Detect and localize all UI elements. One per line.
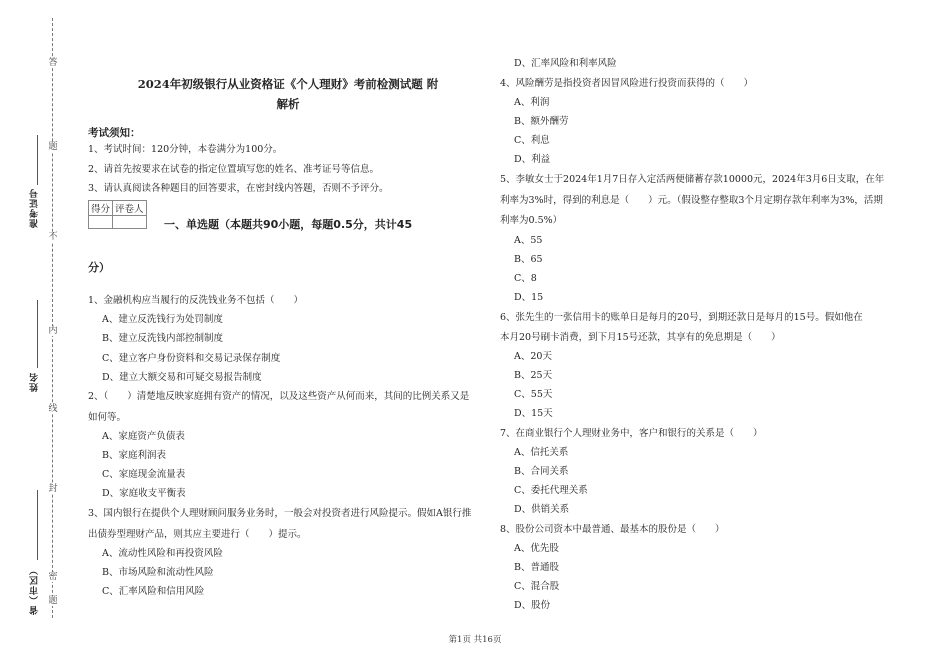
question-option: B、建立反洗钱内部控制制度 bbox=[102, 333, 223, 344]
question-option: C、委托代理关系 bbox=[514, 485, 588, 496]
question-option: B、家庭利润表 bbox=[102, 450, 166, 461]
seal-char: 线 bbox=[48, 404, 58, 414]
notice-heading: 考试须知： bbox=[88, 127, 141, 139]
question-option: A、20天 bbox=[514, 351, 552, 362]
notice-item: 3、请认真阅读各种题目的回答要求，在密封线内答题，否则不予评分。 bbox=[88, 183, 389, 194]
ticket-blank-line bbox=[37, 135, 38, 185]
question-text: 利率为0.5%） bbox=[500, 215, 563, 226]
notice-item: 2、请首先按要求在试卷的指定位置填写您的姓名、准考证号等信息。 bbox=[88, 164, 380, 175]
question-option: C、8 bbox=[514, 273, 537, 284]
question-text: 8、股份公司资本中最普通、最基本的股份是（ ） bbox=[500, 524, 725, 535]
question-option: D、15天 bbox=[514, 408, 553, 419]
binding-margin bbox=[0, 0, 70, 671]
region-blank-line bbox=[37, 490, 38, 560]
score-table bbox=[88, 200, 147, 229]
question-option: B、市场风险和流动性风险 bbox=[102, 567, 214, 578]
question-option: C、建立客户身份资料和交易记录保存制度 bbox=[102, 353, 281, 364]
question-option: A、信托关系 bbox=[514, 447, 569, 458]
score-header: 得分 bbox=[89, 201, 113, 216]
question-text: 利率为3%时，得到的利息是（ ）元。（假设整存整取3个月定期存款年利率为3%，活期 bbox=[500, 195, 883, 206]
ticket-number-label: 准考证号 bbox=[30, 188, 40, 228]
question-option: B、25天 bbox=[514, 370, 553, 381]
name-label: 姓名 bbox=[30, 372, 40, 392]
region-label: 省（市区） bbox=[30, 565, 40, 615]
question-text: 如何等。 bbox=[88, 412, 127, 423]
question-option: C、混合股 bbox=[514, 581, 560, 592]
seal-line bbox=[52, 18, 53, 618]
question-option: B、额外酬劳 bbox=[514, 116, 569, 127]
question-text: 2、（ ）清楚地反映家庭拥有资产的情况，以及这些资产从何而来，其间的比例关系又是 bbox=[88, 391, 470, 402]
grader-header: 评卷人 bbox=[113, 201, 147, 216]
seal-char: 封 bbox=[48, 484, 58, 494]
question-option: D、建立大额交易和可疑交易报告制度 bbox=[102, 372, 262, 383]
question-option: A、流动性风险和再投资风险 bbox=[102, 548, 223, 559]
question-option: D、家庭收支平衡表 bbox=[102, 488, 186, 499]
question-option: D、汇率风险和利率风险 bbox=[514, 58, 617, 69]
question-option: A、利润 bbox=[514, 97, 550, 108]
question-text: 1、金融机构应当履行的反洗钱业务不包括（ ） bbox=[88, 295, 304, 306]
question-option: D、利益 bbox=[514, 154, 551, 165]
question-text: 7、在商业银行个人理财业务中，客户和银行的关系是（ ） bbox=[500, 428, 763, 439]
question-text: 5、李敏女士于2024年1月7日存入定活两便储蓄存款10000元，2024年3月6日支取，在年 bbox=[500, 174, 885, 185]
seal-char: 题 bbox=[48, 142, 58, 152]
score-cell bbox=[89, 216, 113, 229]
question-option: B、普通股 bbox=[514, 562, 559, 573]
question-text: 出债券型理财产品，则其应主要进行（ ）提示。 bbox=[88, 529, 307, 540]
question-option: D、15 bbox=[514, 292, 544, 303]
question-text: 本月20号刷卡消费，到下月15号还款，其享有的免息期是（ ） bbox=[500, 332, 781, 343]
question-option: D、供销关系 bbox=[514, 504, 570, 515]
seal-char: 答 bbox=[48, 58, 58, 68]
section-title-line2: 分） bbox=[88, 261, 110, 274]
exam-title-line2: 解析 bbox=[276, 97, 300, 111]
question-option: B、65 bbox=[514, 254, 543, 265]
question-text: 6、张先生的一张信用卡的账单日是每月的20号，到期还款日是每月的15号。假如他在 bbox=[500, 312, 863, 323]
question-text: 4、风险酬劳是指投资者因冒风险进行投资而获得的（ ） bbox=[500, 78, 754, 89]
grader-cell bbox=[113, 216, 147, 229]
question-text: 3、国内银行在提供个人理财顾问服务业务时，一般会对投资者进行风险提示。假如A银行推 bbox=[88, 508, 472, 519]
exam-title: 2024年初级银行从业资格证《个人理财》考前检测试题 附 bbox=[137, 77, 439, 91]
seal-char: 题 bbox=[48, 596, 58, 606]
page-footer: 第1页 共16页 bbox=[448, 635, 502, 645]
seal-char: 内 bbox=[48, 326, 58, 336]
question-option: C、利息 bbox=[514, 135, 550, 146]
question-option: C、汇率风险和信用风险 bbox=[102, 586, 205, 597]
question-option: C、家庭现金流量表 bbox=[102, 469, 186, 480]
question-option: A、家庭资产负债表 bbox=[102, 431, 185, 442]
name-blank-line bbox=[37, 300, 38, 368]
question-option: A、建立反洗钱行为处罚制度 bbox=[102, 314, 223, 325]
seal-char: 不 bbox=[48, 232, 58, 242]
question-option: A、55 bbox=[514, 235, 543, 246]
question-option: C、55天 bbox=[514, 389, 553, 400]
section-title: 一、单选题（本题共90小题，每题0.5分，共计45 bbox=[164, 218, 413, 231]
notice-item: 1、考试时间：120分钟，本卷满分为100分。 bbox=[88, 144, 283, 155]
question-option: B、合同关系 bbox=[514, 466, 569, 477]
seal-char: 密 bbox=[48, 572, 58, 582]
question-option: D、股份 bbox=[514, 600, 551, 611]
question-option: A、优先股 bbox=[514, 543, 559, 554]
